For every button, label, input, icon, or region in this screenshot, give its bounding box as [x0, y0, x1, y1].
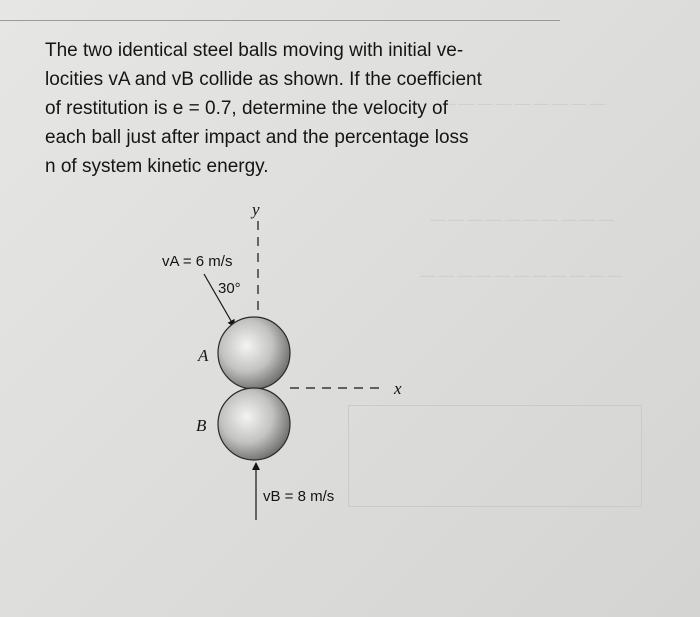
- velocity-b-label: vB = 8 m/s: [263, 488, 335, 505]
- y-axis-label: y: [252, 200, 260, 219]
- ball-a-label: A: [198, 346, 209, 365]
- angle-label: 30°: [218, 280, 241, 297]
- velocity-a-label: vA = 6 m/s: [162, 253, 233, 270]
- problem-line: each ball just after impact and the percentage loss: [45, 127, 469, 148]
- problem-line: locities vA and vB collide as shown. If the coefficient: [45, 69, 482, 90]
- problem-line: of restitution is e = 0.7, determine the velocity of: [45, 98, 448, 119]
- x-axis-label: x: [394, 379, 402, 398]
- show-through-text: — — — — — — — — — — —: [420, 268, 623, 284]
- show-through-text: — — — — — — — — —: [440, 96, 605, 112]
- problem-line: The two identical steel balls moving with initial ve-: [45, 40, 464, 61]
- show-through-text: — — — — — — — — — —: [430, 212, 614, 228]
- problem-line: n of system kinetic energy.: [45, 156, 269, 177]
- ball-a: [218, 317, 290, 389]
- ball-b: [218, 388, 290, 460]
- ball-b-label: B: [196, 416, 207, 435]
